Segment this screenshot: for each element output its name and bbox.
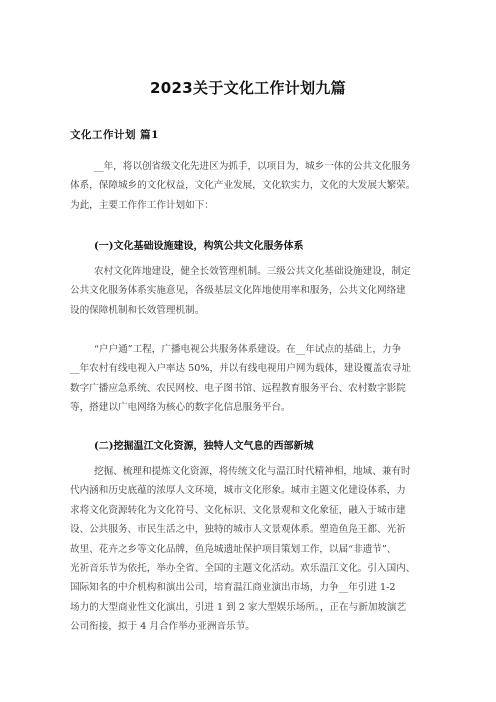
document-title: 2023关于文化工作计划九篇 xyxy=(150,79,346,97)
paragraph-3 xyxy=(70,340,432,418)
paragraph-2 xyxy=(70,262,432,320)
paragraph-line: 设、公共服务、市民生活之中，独特的城市人文景观体系。塑造鱼凫王都、光祈 xyxy=(70,524,406,536)
paragraph-line: 故里、花卉之乡等文化品牌，鱼凫城遗址保护项目策划工作，以届“非遗节”、 xyxy=(70,543,397,555)
paragraph-line: 为此，主要工作作工作计划如下： xyxy=(70,199,214,211)
paragraph-line: __年，将以创省级文化先进区为抓手，以项目为，城乡一体的公共文化服务 xyxy=(94,161,411,172)
paragraph-line: 公共文化服务体系实施意见，各级基层文化阵地使用率和服务，公共文化网络建 xyxy=(70,285,406,297)
paragraph-4 xyxy=(70,462,432,637)
paragraph-line: 国际知名的中介机构和演出公司，培育温江商业演出市场，力争__年引进 1-2 xyxy=(70,582,396,594)
paragraph-line: 数字广播应急系统、农民网校、电子图书馆、远程教育服务平台、农村数字影院 xyxy=(70,382,406,394)
subheading-2: (二)挖掘温江文化资源，独特人文气息的西部新城 xyxy=(94,441,314,452)
paragraph-line: 场力的大型商业性文化演出，引进 1 到 2 家大型娱乐场所。，正在与新加坡演艺 xyxy=(70,601,407,613)
paragraph-line: 代内涵和历史底蕴的浓厚人文环境，城市文化形象。城市主题文化建设体系，力 xyxy=(70,485,406,497)
section-title: 文化工作计划 篇1 xyxy=(70,129,159,141)
paragraph-line: 等，搭建以广电网络为核心的数字化信息服务平台。 xyxy=(70,402,291,414)
paragraph-line: 设的保障机制和长效管理机制。 xyxy=(70,304,205,316)
paragraph-line: 公司衔接，拟于 4 月合作举办亚洲音乐节。 xyxy=(70,621,255,633)
paragraph-line: 光祈音乐节为依托，举办全省、全国的主题文化活动。欢乐温江文化。引入国内、 xyxy=(70,563,416,575)
subheading-1: (一)文化基础设施建设，构筑公共文化服务体系 xyxy=(94,241,304,252)
paragraph-line: 体系，保障城乡的文化权益，文化产业发展，文化软实力，文化的大发展大繁荣。 xyxy=(70,180,416,192)
paragraph-line: 农村文化阵地建设，健全长效管理机制。三级公共文化基础设施建设，制定 xyxy=(94,266,411,277)
paragraph-1 xyxy=(70,157,432,215)
paragraph-line: “户户通”工程，广播电视公共服务体系建设。在__年试点的基础上，力争 xyxy=(94,344,402,355)
paragraph-line: 求将文化资源转化为文化符号、文化标识、文化景观和文化象征，融入于城市建 xyxy=(70,504,406,516)
paragraph-line: __年农村有线电视入户率达 50%，并以有线电视用户网为载体，建设覆盖农寻址 xyxy=(70,363,411,375)
paragraph-line: 挖掘、梳理和提炼文化资源，将传统文化与温江时代精神相，地域、兼有时 xyxy=(94,466,411,477)
